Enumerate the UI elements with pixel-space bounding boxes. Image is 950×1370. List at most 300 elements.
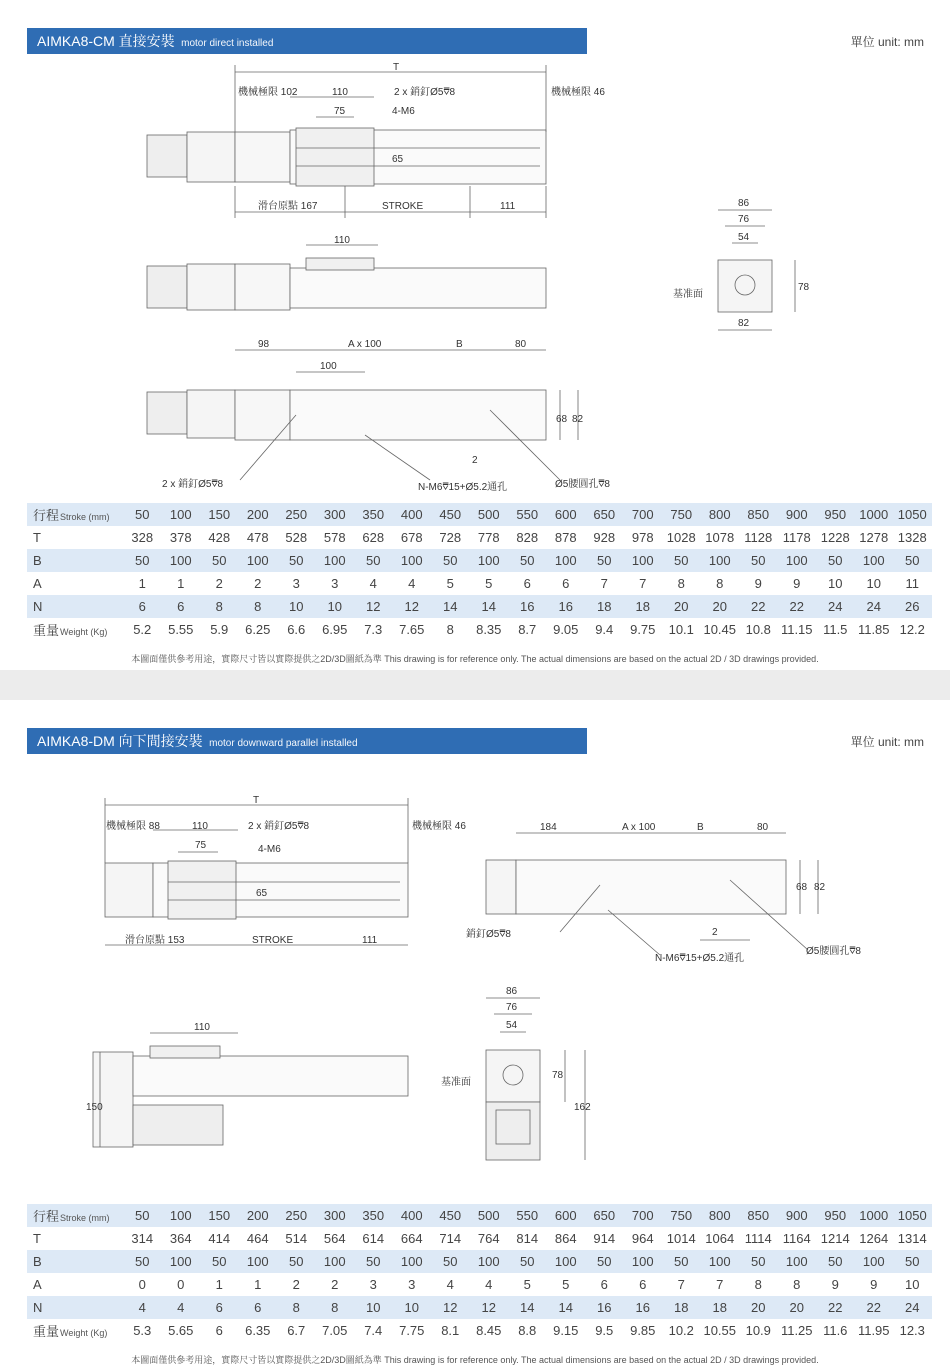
table-cell: 750 [662,503,701,526]
table-cell: 100 [701,1250,740,1273]
table-cell: 10 [393,1296,432,1319]
dim-ax100: A x 100 [622,822,656,833]
table-cell: 10.2 [662,1319,701,1342]
dim-75: 75 [334,106,346,117]
table-cell: 478 [239,526,278,549]
table-cell: 5.55 [162,618,201,641]
table-cell: 328 [123,526,162,549]
table-cell: 4 [470,1273,509,1296]
table-cell: 7 [624,572,663,595]
dim-68: 68 [796,882,808,893]
row-header: 重量Weight (Kg) [27,618,123,641]
table-cell: 50 [123,503,162,526]
dim-nm6: N-M6⩢15+Ø5.2通孔 [655,953,745,964]
table-cell: 8 [701,572,740,595]
dim-ax100: A x 100 [348,339,382,350]
spec-table-dm [27,1204,932,1342]
table-row [27,595,932,618]
table-cell: 6 [200,1319,239,1342]
dim-stroke: STROKE [252,935,294,946]
table-cell: 8 [239,595,278,618]
table-cell: 678 [393,526,432,549]
table-cell: 22 [855,1296,894,1319]
table-cell: 3 [277,572,316,595]
table-cell: 50 [431,1250,470,1273]
table-cell: 100 [701,549,740,572]
table-cell: 50 [739,549,778,572]
table-cell: 16 [547,595,586,618]
table-cell: 6.25 [239,618,278,641]
table-cell: 10 [893,1273,932,1296]
table-cell: 6 [585,1273,624,1296]
table-row [27,572,932,595]
table-cell: 614 [354,1227,393,1250]
dim-e162: 162 [574,1102,591,1113]
table-cell: 8.35 [470,618,509,641]
dim-65: 65 [392,154,404,165]
table-cell: 50 [354,549,393,572]
table-cell: 12.3 [893,1319,932,1342]
table-cell: 10 [316,595,355,618]
table-cell: 50 [508,549,547,572]
table-cell: 50 [123,549,162,572]
table-cell: 8.7 [508,618,547,641]
table-cell: 8 [277,1296,316,1319]
dim-110: 110 [192,821,208,832]
table-cell: 800 [701,1204,740,1227]
table-cell: 12.2 [893,618,932,641]
table-cell: 7.65 [393,618,432,641]
table-row [27,618,932,641]
table-cell: 24 [855,595,894,618]
table-cell: 1314 [893,1227,932,1250]
dim-slot: Ø5腰圓孔⩢8 [806,946,861,957]
table-cell: 20 [701,595,740,618]
table-cell: 10.55 [701,1319,740,1342]
table-cell: 1078 [701,526,740,549]
table-cell: 2 [277,1273,316,1296]
table-cell: 414 [200,1227,239,1250]
table-cell: 7.75 [393,1319,432,1342]
table-cell: 6 [547,572,586,595]
dim-110: 110 [332,87,348,98]
table-cell: 100 [547,549,586,572]
dim-B: B [697,822,704,833]
dim-82: 82 [572,414,584,425]
table-cell: 22 [816,1296,855,1319]
dim-side-110: 110 [194,1022,210,1033]
table-cell: 18 [624,595,663,618]
table-cell: 650 [585,1204,624,1227]
table-cell: 850 [739,503,778,526]
dim-origin: 滑台原點 153 [125,935,185,946]
table-cell: 250 [277,503,316,526]
table-cell: 5.3 [123,1319,162,1342]
table-cell: 1050 [893,503,932,526]
table-cell: 8 [778,1273,817,1296]
table-cell: 978 [624,526,663,549]
table-cell: 11 [893,572,932,595]
row-header: B [27,1250,123,1273]
table-cell: 6 [162,595,201,618]
dim-80: 80 [757,822,769,833]
table-cell: 1 [123,572,162,595]
table-cell: 11.6 [816,1319,855,1342]
table-cell: 10 [855,572,894,595]
table-cell: 350 [354,503,393,526]
table-cell: 700 [624,503,663,526]
table-cell: 11.85 [855,618,894,641]
table-cell: 6.7 [277,1319,316,1342]
table-cell: 100 [470,549,509,572]
table-cell: 9.4 [585,618,624,641]
section-title: AIMKA8-CM 直接安裝 [37,33,175,49]
dim-T: T [393,62,400,73]
table-cell: 500 [470,1204,509,1227]
table-cell: 50 [200,1250,239,1273]
table-cell: 50 [893,549,932,572]
table-cell: 250 [277,1204,316,1227]
table-cell: 4 [393,572,432,595]
base-face-label: 基准面 [441,1077,471,1088]
table-cell: 50 [816,549,855,572]
table-cell: 428 [200,526,239,549]
dim-e86: 86 [738,198,750,209]
table-cell: 600 [547,1204,586,1227]
table-cell: 16 [508,595,547,618]
table-cell: 100 [624,1250,663,1273]
dim-e82: 82 [738,318,750,329]
table-cell: 5.65 [162,1319,201,1342]
table-cell: 9.85 [624,1319,663,1342]
table-cell: 18 [662,1296,701,1319]
table-cell: 878 [547,526,586,549]
table-cell: 50 [585,549,624,572]
table-cell: 8.45 [470,1319,509,1342]
dim-side-110: 110 [334,235,350,246]
table-cell: 6.35 [239,1319,278,1342]
table-cell: 50 [893,1250,932,1273]
table-cell: 100 [162,549,201,572]
dim-68: 68 [556,414,568,425]
dim-e76: 76 [738,214,750,225]
table-cell: 11.5 [816,618,855,641]
table-cell: 6.6 [277,618,316,641]
table-row [27,1227,932,1250]
table-cell: 100 [239,549,278,572]
table-cell: 200 [239,1204,278,1227]
table-cell: 1278 [855,526,894,549]
row-header: T [27,1227,123,1250]
table-cell: 4 [162,1296,201,1319]
table-cell: 7.05 [316,1319,355,1342]
table-cell: 1264 [855,1227,894,1250]
table-cell: 100 [393,1250,432,1273]
table-cell: 9 [739,572,778,595]
table-cell: 628 [354,526,393,549]
table-cell: 1228 [816,526,855,549]
table-cell: 300 [316,1204,355,1227]
table-row [27,503,932,526]
table-cell: 9.75 [624,618,663,641]
table-row [27,1296,932,1319]
section-subtitle: motor direct installed [181,38,274,49]
table-cell: 22 [778,595,817,618]
table-cell: 5 [547,1273,586,1296]
table-cell: 24 [893,1296,932,1319]
table-cell: 8.1 [431,1319,470,1342]
table-cell: 8 [662,572,701,595]
table-cell: 828 [508,526,547,549]
table-cell: 5 [470,572,509,595]
table-cell: 7.3 [354,618,393,641]
table-cell: 8 [739,1273,778,1296]
dim-111: 111 [362,935,378,946]
table-cell: 350 [354,1204,393,1227]
table-cell: 700 [624,1204,663,1227]
table-cell: 5 [431,572,470,595]
table-cell: 928 [585,526,624,549]
dim-e78: 78 [552,1070,564,1081]
dim-stroke: STROKE [382,201,424,212]
table-cell: 1164 [778,1227,817,1250]
table-cell: 900 [778,503,817,526]
table-cell: 16 [624,1296,663,1319]
table-cell: 800 [701,503,740,526]
table-cell: 914 [585,1227,624,1250]
table-cell: 778 [470,526,509,549]
dim-e54: 54 [506,1020,518,1031]
dim-pin: 2 x 銷釘Ø5⩢8 [394,87,456,98]
disclaimer-note: 本圖面僅供參考用途，實際尺寸皆以實際提供之2D/3D圖紙為準 This drawing is for reference only. The actual dimensions are based on the actual 2D / 3D drawings provided. [131,1355,819,1365]
table-cell: 1064 [701,1227,740,1250]
table-cell: 1050 [893,1204,932,1227]
table-cell: 6 [200,1296,239,1319]
table-cell: 1 [162,572,201,595]
table-cell: 900 [778,1204,817,1227]
dim-e86: 86 [506,986,518,997]
table-cell: 564 [316,1227,355,1250]
table-cell: 100 [855,549,894,572]
unit-label: 單位 unit: mm [850,35,924,49]
table-cell: 50 [277,1250,316,1273]
table-cell: 6.95 [316,618,355,641]
section-title: AIMKA8-DM 向下間接安裝 [37,733,203,749]
table-cell: 14 [547,1296,586,1319]
table-cell: 100 [162,1250,201,1273]
dim-184: 184 [540,822,557,833]
table-cell: 528 [277,526,316,549]
table-cell: 200 [239,503,278,526]
dim-98: 98 [258,339,270,350]
table-cell: 8 [431,618,470,641]
row-header: B [27,549,123,572]
table-cell: 964 [624,1227,663,1250]
disclaimer-note: 本圖面僅供參考用途，實際尺寸皆以實際提供之2D/3D圖紙為準 This drawing is for reference only. The actual dimensions are based on the actual 2D / 3D drawings provided. [131,654,819,664]
table-cell: 7 [701,1273,740,1296]
table-cell: 764 [470,1227,509,1250]
table-cell: 16 [585,1296,624,1319]
table-cell: 10 [816,572,855,595]
table-cell: 50 [123,1250,162,1273]
section-cm [0,0,950,670]
table-cell: 1328 [893,526,932,549]
dim-limit-right: 機械極限 46 [551,87,605,98]
dim-nm6: N-M6⩢15+Ø5.2通孔 [418,482,508,493]
table-cell: 9 [816,1273,855,1296]
dim-e54: 54 [738,232,750,243]
table-cell: 400 [393,503,432,526]
table-cell: 12 [393,595,432,618]
table-cell: 12 [431,1296,470,1319]
row-header: T [27,526,123,549]
dim-2: 2 [472,455,478,466]
table-cell: 2 [200,572,239,595]
table-cell: 400 [393,1204,432,1227]
section-divider [0,670,950,700]
table-cell: 6 [624,1273,663,1296]
table-cell: 1 [200,1273,239,1296]
table-cell: 100 [547,1250,586,1273]
table-row [27,1319,932,1342]
table-cell: 714 [431,1227,470,1250]
dim-80: 80 [515,339,527,350]
table-cell: 4 [354,572,393,595]
dim-limit-right: 機械極限 46 [412,821,466,832]
table-cell: 10.8 [739,618,778,641]
dim-T: T [253,795,260,806]
table-cell: 50 [123,1204,162,1227]
section-dm [0,700,950,1370]
dim-pin-bottom: 2 x 銷釘Ø5⩢8 [162,479,224,490]
table-cell: 50 [431,549,470,572]
dim-m6: 4-M6 [258,844,281,855]
table-cell: 50 [739,1250,778,1273]
table-cell: 6 [239,1296,278,1319]
table-cell: 50 [585,1250,624,1273]
table-cell: 650 [585,503,624,526]
table-cell: 1114 [739,1227,778,1250]
table-cell: 1178 [778,526,817,549]
table-cell: 100 [624,549,663,572]
table-cell: 100 [393,549,432,572]
row-header: A [27,1273,123,1296]
table-cell: 100 [778,549,817,572]
table-cell: 9 [778,572,817,595]
table-cell: 3 [354,1273,393,1296]
dim-111: 111 [500,201,516,212]
dim-150: 150 [86,1102,103,1113]
table-cell: 20 [778,1296,817,1319]
table-row [27,526,932,549]
table-cell: 9.15 [547,1319,586,1342]
table-cell: 18 [585,595,624,618]
table-cell: 514 [277,1227,316,1250]
table-cell: 100 [239,1250,278,1273]
table-cell: 11.15 [778,618,817,641]
dim-pin: 2 x 銷釘Ø5⩢8 [248,821,310,832]
table-cell: 150 [200,1204,239,1227]
dim-B: B [456,339,463,350]
table-cell: 1128 [739,526,778,549]
table-cell: 550 [508,503,547,526]
table-cell: 14 [470,595,509,618]
table-cell: 10 [277,595,316,618]
table-cell: 10.9 [739,1319,778,1342]
table-cell: 4 [123,1296,162,1319]
table-cell: 550 [508,1204,547,1227]
table-cell: 10.45 [701,618,740,641]
table-cell: 11.95 [855,1319,894,1342]
row-header: A [27,572,123,595]
table-cell: 1214 [816,1227,855,1250]
section-subtitle: motor downward parallel installed [209,738,358,749]
base-face-label: 基准面 [673,289,703,300]
table-cell: 950 [816,503,855,526]
table-row [27,1250,932,1273]
dim-pin-side: 銷釘Ø5⩢8 [466,929,511,940]
table-cell: 5 [508,1273,547,1296]
table-cell: 450 [431,503,470,526]
table-cell: 750 [662,1204,701,1227]
table-cell: 10.1 [662,618,701,641]
table-cell: 100 [316,1250,355,1273]
table-cell: 7.4 [354,1319,393,1342]
table-cell: 378 [162,526,201,549]
table-cell: 450 [431,1204,470,1227]
dim-limit-left: 機械極限 88 [106,821,160,832]
table-cell: 50 [277,549,316,572]
dim-2: 2 [712,927,718,938]
table-cell: 12 [470,1296,509,1319]
table-cell: 7 [585,572,624,595]
table-cell: 9 [855,1273,894,1296]
table-cell: 1000 [855,1204,894,1227]
table-cell: 314 [123,1227,162,1250]
table-cell: 3 [393,1273,432,1296]
table-cell: 9.5 [585,1319,624,1342]
table-cell: 3 [316,572,355,595]
table-cell: 814 [508,1227,547,1250]
table-cell: 24 [816,595,855,618]
table-cell: 864 [547,1227,586,1250]
table-cell: 50 [354,1250,393,1273]
technical-drawing-dm [0,700,950,1200]
table-cell: 664 [393,1227,432,1250]
table-cell: 1000 [855,503,894,526]
table-cell: 11.25 [778,1319,817,1342]
spec-table-cm [27,503,932,641]
table-cell: 6 [123,595,162,618]
table-cell: 50 [816,1250,855,1273]
row-header: N [27,595,123,618]
table-cell: 950 [816,1204,855,1227]
table-cell: 100 [855,1250,894,1273]
table-cell: 464 [239,1227,278,1250]
dim-limit-left: 機械極限 102 [238,87,298,98]
table-cell: 26 [893,595,932,618]
table-cell: 20 [662,595,701,618]
dim-origin: 滑台原點 167 [258,201,318,212]
table-cell: 12 [354,595,393,618]
table-row [27,549,932,572]
table-cell: 1028 [662,526,701,549]
row-header: 行程Stroke (mm) [27,1204,123,1227]
table-cell: 6 [508,572,547,595]
dim-75: 75 [195,840,207,851]
row-header: 行程Stroke (mm) [27,503,123,526]
table-cell: 300 [316,503,355,526]
